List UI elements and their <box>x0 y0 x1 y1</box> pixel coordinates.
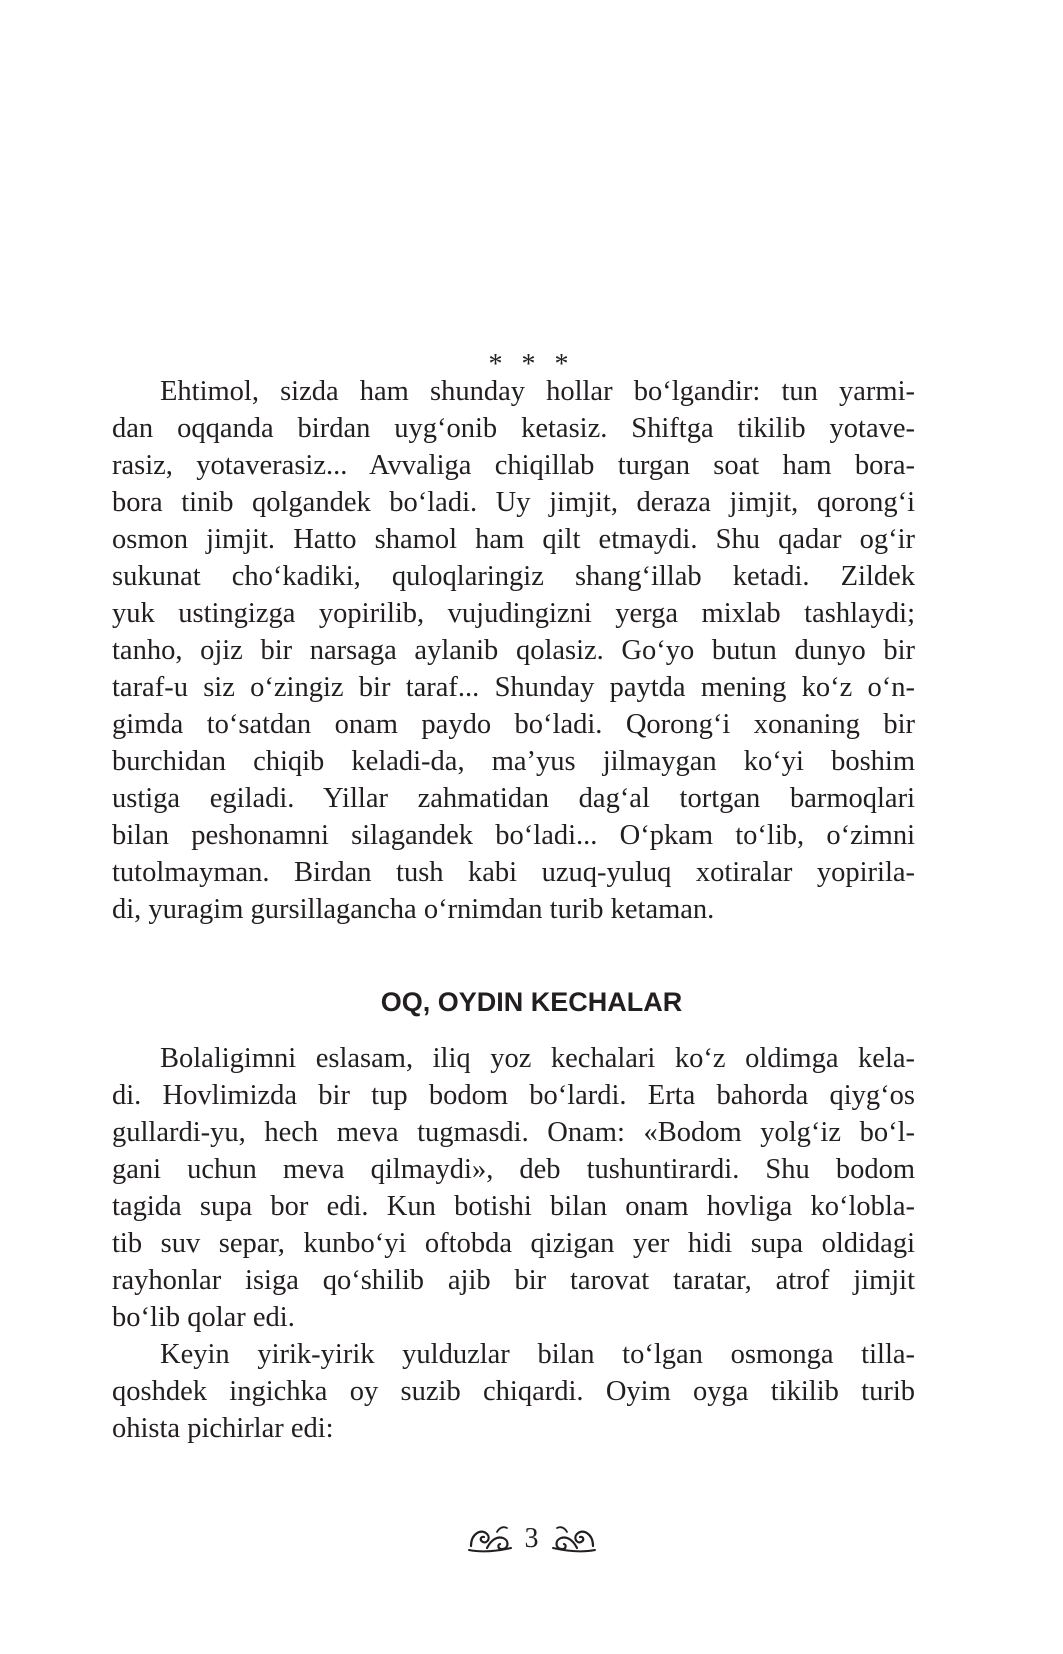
text-line: bora tinib qolgandek bo‘ladi. Uy jimjit, deraza jimjit, qorong‘i <box>112 487 915 518</box>
text-line: burchidan chiqib keladi-da, ma’yus jilmaygan ko‘yi boshim <box>112 746 915 777</box>
text-line: di, yuragim gursillagancha o‘rnimdan turib ketaman. <box>112 894 715 925</box>
floral-ornament-left-icon <box>467 1522 513 1556</box>
text-line: Ehtimol, sizda ham shunday hollar bo‘lgandir: tun yarmi- <box>160 376 915 407</box>
chapter-heading: OQ, OYDIN KECHALAR <box>380 987 683 1017</box>
text-line: gullardi-yu, hech meva tugmasdi. Onam: «Bodom yolg‘iz bo‘l- <box>112 1117 915 1148</box>
text-line: taraf-u siz o‘zingiz bir taraf... Shunday paytda mening ko‘z o‘n- <box>112 672 915 703</box>
text-line: dan oqqanda birdan uyg‘onib ketasiz. Shiftga tikilib yotave- <box>112 413 915 444</box>
text-line: gani uchun meva qilmaydi», deb tushuntirardi. Shu bodom <box>112 1154 915 1185</box>
text-line: Bolaligimni eslasam, iliq yoz kechalari ko‘z oldimga kela- <box>160 1043 915 1074</box>
paragraph-2 <box>112 1040 915 1336</box>
text-line: tib suv separ, kunbo‘yi oftobda qizigan yer hidi supa oldidagi <box>112 1228 915 1259</box>
text-line: rasiz, yotaverasiz... Avvaliga chiqillab turgan soat ham bora- <box>112 450 915 481</box>
floral-ornament-right-icon <box>551 1522 597 1556</box>
text-line: bilan peshonamni silagandek bo‘ladi... O‘pkam to‘lib, o‘zimni <box>112 820 915 851</box>
text-line: ohista pichirlar edi: <box>112 1413 334 1444</box>
text-line: gimda to‘satdan onam paydo bo‘ladi. Qorong‘i xonaning bir <box>112 709 915 740</box>
text-line: osmon jimjit. Hatto shamol ham qilt etmaydi. Shu qadar og‘ir <box>112 524 915 555</box>
text-line: bo‘lib qolar edi. <box>112 1302 295 1333</box>
page-number: 3 <box>524 1523 539 1554</box>
text-line: sukunat cho‘kadiki, quloqlaringiz shang‘illab ketadi. Zildek <box>112 561 915 592</box>
text-line: Keyin yirik-yirik yulduzlar bilan to‘lgan osmonga tilla- <box>160 1339 915 1370</box>
paragraph-3 <box>112 1336 915 1447</box>
text-line: tagida supa bor edi. Kun botishi bilan onam hovliga ko‘lobla- <box>112 1191 915 1222</box>
text-line: tanho, ojiz bir narsaga aylanib qolasiz. Go‘yo butun dunyo bir <box>112 635 915 666</box>
paragraph-1 <box>112 373 915 928</box>
text-line: ustiga egiladi. Yillar zahmatidan dag‘al tortgan barmoqlari <box>112 783 915 814</box>
text-line: tutolmayman. Birdan tush kabi uzuq-yuluq xotiralar yopirila- <box>112 857 915 888</box>
text-line: yuk ustingizga yopirilib, vujudingizni yerga mixlab tashlaydi; <box>112 598 915 629</box>
text-line: rayhonlar isiga qo‘shilib ajib bir tarovat taratar, atrof jimjit <box>112 1265 915 1296</box>
text-line: qoshdek ingichka oy suzib chiqardi. Oyim oyga tikilib turib <box>112 1376 915 1407</box>
section-separator: * * * <box>488 349 575 380</box>
text-line: di. Hovlimizda bir tup bodom bo‘lardi. Erta bahorda qiyg‘os <box>112 1080 915 1111</box>
page-footer <box>0 1522 1063 1556</box>
